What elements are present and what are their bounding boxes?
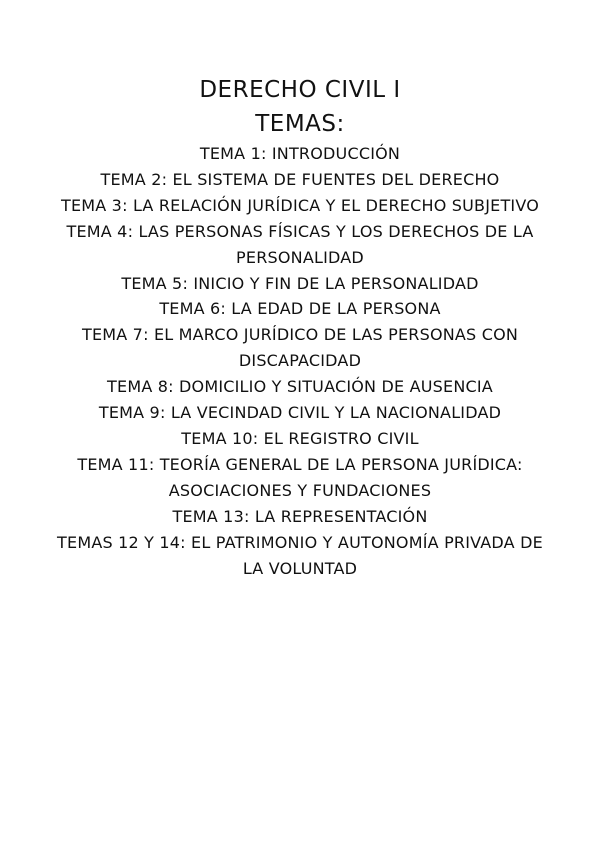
topic-item: TEMA 3: LA RELACIÓN JURÍDICA Y EL DERECHO SUBJETIVO xyxy=(60,195,540,215)
topic-item: TEMAS 12 Y 14: EL PATRIMONIO Y AUTONOMÍA PRIVADA DE LA VOLUNTAD xyxy=(57,532,543,578)
topic-item: TEMA 7: EL MARCO JURÍDICO DE LAS PERSONAS CON DISCAPACIDAD xyxy=(81,325,519,371)
topic-item: TEMA 9: LA VECINDAD CIVIL Y LA NACIONALIDAD xyxy=(98,403,502,423)
topic-item: TEMA 2: EL SISTEMA DE FUENTES DEL DERECHO xyxy=(100,169,500,189)
topic-item: TEMA 5: INICIO Y FIN DE LA PERSONALIDAD xyxy=(121,273,479,293)
topics-heading: TEMAS: xyxy=(255,111,345,137)
topic-item: TEMA 13: LA REPRESENTACIÓN xyxy=(172,506,428,526)
topic-item: TEMA 6: LA EDAD DE LA PERSONA xyxy=(159,299,441,319)
topic-item: TEMA 11: TEORÍA GENERAL DE LA PERSONA JURÍDICA: ASOCIACIONES Y FUNDACIONES xyxy=(77,454,523,500)
document-content xyxy=(50,75,550,581)
topic-item: TEMA 1: INTRODUCCIÓN xyxy=(199,144,401,163)
topic-item: TEMA 8: DOMICILIO Y SITUACIÓN DE AUSENCIA xyxy=(107,377,493,397)
topic-list xyxy=(50,141,550,581)
topic-item: TEMA 10: EL REGISTRO CIVIL xyxy=(181,428,419,448)
topic-item: TEMA 4: LAS PERSONAS FÍSICAS Y LOS DERECHOS DE LA PERSONALIDAD xyxy=(66,221,534,267)
document-title: DERECHO CIVIL I xyxy=(199,77,401,103)
